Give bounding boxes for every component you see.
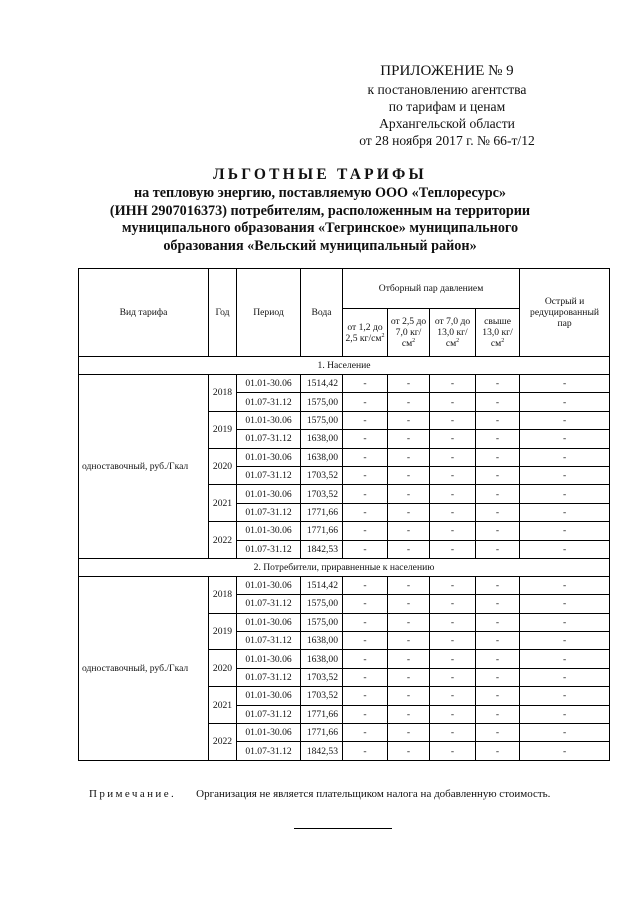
year-cell: 2022 bbox=[209, 724, 237, 761]
steam-cell: - bbox=[430, 411, 476, 429]
sharp-steam-cell: - bbox=[520, 687, 610, 705]
steam-cell: - bbox=[388, 466, 430, 484]
header-kind: Вид тарифа bbox=[79, 269, 209, 357]
tariff-kind-cell: одноставочный, руб./Гкал bbox=[79, 375, 209, 559]
year-cell: 2021 bbox=[209, 485, 237, 522]
period-cell: 01.07-31.12 bbox=[237, 540, 301, 558]
steam-cell: - bbox=[388, 540, 430, 558]
period-cell: 01.01-30.06 bbox=[237, 448, 301, 466]
header-water: Вода bbox=[301, 269, 343, 357]
water-tariff-cell: 1771,66 bbox=[301, 503, 343, 521]
steam-cell: - bbox=[430, 522, 476, 540]
steam-cell: - bbox=[430, 687, 476, 705]
steam-cell: - bbox=[343, 411, 388, 429]
header-steam-1 bbox=[343, 309, 388, 357]
steam-cell: - bbox=[476, 705, 520, 723]
sharp-steam-cell: - bbox=[520, 448, 610, 466]
water-tariff-cell: 1842,53 bbox=[301, 540, 343, 558]
steam-cell: - bbox=[343, 724, 388, 742]
closing-line bbox=[294, 828, 392, 829]
period-cell: 01.07-31.12 bbox=[237, 595, 301, 613]
steam-cell: - bbox=[343, 742, 388, 760]
water-tariff-cell: 1703,52 bbox=[301, 687, 343, 705]
document-title-main: ЛЬГОТНЫЕ ТАРИФЫ bbox=[213, 166, 427, 183]
steam-cell: - bbox=[430, 742, 476, 760]
steam-cell: - bbox=[388, 613, 430, 631]
table-row bbox=[79, 375, 610, 393]
header-steam-1-text: от 1,2 до 2,5 кг/см bbox=[345, 321, 383, 344]
water-tariff-cell: 1771,66 bbox=[301, 705, 343, 723]
water-tariff-cell: 1575,00 bbox=[301, 393, 343, 411]
water-tariff-cell: 1575,00 bbox=[301, 613, 343, 631]
steam-cell: - bbox=[388, 595, 430, 613]
steam-cell: - bbox=[430, 705, 476, 723]
steam-cell: - bbox=[343, 668, 388, 686]
year-cell: 2020 bbox=[209, 650, 237, 687]
tariff-table bbox=[78, 268, 610, 761]
water-tariff-cell: 1514,42 bbox=[301, 576, 343, 594]
steam-cell: - bbox=[388, 522, 430, 540]
steam-cell: - bbox=[343, 705, 388, 723]
steam-cell: - bbox=[430, 503, 476, 521]
steam-cell: - bbox=[388, 668, 430, 686]
steam-cell: - bbox=[343, 650, 388, 668]
steam-cell: - bbox=[430, 485, 476, 503]
table-row bbox=[79, 576, 610, 594]
steam-cell: - bbox=[388, 724, 430, 742]
water-tariff-cell: 1703,52 bbox=[301, 466, 343, 484]
steam-cell: - bbox=[476, 430, 520, 448]
superscript: 2 bbox=[501, 337, 505, 344]
document-title-line: муниципального образования «Тегринское» муниципального bbox=[121, 220, 519, 236]
water-tariff-cell: 1638,00 bbox=[301, 448, 343, 466]
header-year: Год bbox=[209, 269, 237, 357]
sharp-steam-cell: - bbox=[520, 393, 610, 411]
steam-cell: - bbox=[388, 687, 430, 705]
sharp-steam-cell: - bbox=[520, 522, 610, 540]
steam-cell: - bbox=[476, 576, 520, 594]
year-cell: 2020 bbox=[209, 448, 237, 485]
steam-cell: - bbox=[343, 448, 388, 466]
sharp-steam-cell: - bbox=[520, 485, 610, 503]
header-steam-4-text: свыше 13,0 кг/см bbox=[482, 316, 513, 349]
steam-cell: - bbox=[476, 393, 520, 411]
header-steam-3 bbox=[430, 309, 476, 357]
sharp-steam-cell: - bbox=[520, 375, 610, 393]
sharp-steam-cell: - bbox=[520, 595, 610, 613]
sharp-steam-cell: - bbox=[520, 540, 610, 558]
period-cell: 01.07-31.12 bbox=[237, 705, 301, 723]
steam-cell: - bbox=[388, 503, 430, 521]
water-tariff-cell: 1638,00 bbox=[301, 430, 343, 448]
header-steam-2 bbox=[388, 309, 430, 357]
period-cell: 01.07-31.12 bbox=[237, 393, 301, 411]
water-tariff-cell: 1638,00 bbox=[301, 632, 343, 650]
steam-cell: - bbox=[343, 595, 388, 613]
steam-cell: - bbox=[388, 375, 430, 393]
period-cell: 01.07-31.12 bbox=[237, 430, 301, 448]
note bbox=[89, 788, 609, 800]
period-cell: 01.01-30.06 bbox=[237, 375, 301, 393]
period-cell: 01.01-30.06 bbox=[237, 485, 301, 503]
steam-cell: - bbox=[430, 430, 476, 448]
document-title-line: образования «Вельский муниципальный район» bbox=[163, 237, 477, 254]
water-tariff-cell: 1703,52 bbox=[301, 485, 343, 503]
steam-cell: - bbox=[343, 613, 388, 631]
steam-cell: - bbox=[476, 411, 520, 429]
steam-cell: - bbox=[343, 522, 388, 540]
steam-cell: - bbox=[388, 448, 430, 466]
steam-cell: - bbox=[476, 632, 520, 650]
steam-cell: - bbox=[476, 448, 520, 466]
period-cell: 01.01-30.06 bbox=[237, 687, 301, 705]
header-sharp-steam: Острый и редуцированный пар bbox=[520, 269, 610, 357]
sharp-steam-cell: - bbox=[520, 466, 610, 484]
superscript: 2 bbox=[456, 337, 460, 344]
steam-cell: - bbox=[476, 724, 520, 742]
sharp-steam-cell: - bbox=[520, 503, 610, 521]
steam-cell: - bbox=[343, 393, 388, 411]
steam-cell: - bbox=[388, 485, 430, 503]
steam-cell: - bbox=[388, 742, 430, 760]
steam-cell: - bbox=[343, 576, 388, 594]
year-cell: 2022 bbox=[209, 522, 237, 559]
year-cell: 2021 bbox=[209, 687, 237, 724]
water-tariff-cell: 1703,52 bbox=[301, 668, 343, 686]
steam-cell: - bbox=[343, 466, 388, 484]
section-row bbox=[79, 558, 610, 576]
year-cell: 2018 bbox=[209, 375, 237, 412]
period-cell: 01.07-31.12 bbox=[237, 668, 301, 686]
tariff-kind-cell: одноставочный, руб./Гкал bbox=[79, 576, 209, 760]
steam-cell: - bbox=[388, 576, 430, 594]
header-steam-2-text: от 2,5 до 7,0 кг/см bbox=[390, 316, 427, 349]
steam-cell: - bbox=[430, 595, 476, 613]
superscript: 2 bbox=[381, 332, 385, 339]
steam-cell: - bbox=[476, 650, 520, 668]
document-title-line: (ИНН 2907016373) потребителям, расположенным на территории bbox=[109, 202, 531, 219]
document-title-line: на тепловую энергию, поставляемую ООО «Теплоресурс» bbox=[133, 185, 507, 201]
steam-cell: - bbox=[343, 430, 388, 448]
steam-cell: - bbox=[343, 540, 388, 558]
steam-cell: - bbox=[388, 705, 430, 723]
steam-cell: - bbox=[476, 613, 520, 631]
section-title: 1. Население bbox=[79, 357, 610, 375]
steam-cell: - bbox=[343, 375, 388, 393]
sharp-steam-cell: - bbox=[520, 705, 610, 723]
period-cell: 01.07-31.12 bbox=[237, 503, 301, 521]
period-cell: 01.01-30.06 bbox=[237, 522, 301, 540]
steam-cell: - bbox=[388, 411, 430, 429]
sharp-steam-cell: - bbox=[520, 668, 610, 686]
water-tariff-cell: 1638,00 bbox=[301, 650, 343, 668]
water-tariff-cell: 1575,00 bbox=[301, 411, 343, 429]
appendix-line: по тарифам и ценам bbox=[388, 99, 506, 114]
steam-cell: - bbox=[476, 668, 520, 686]
steam-cell: - bbox=[476, 595, 520, 613]
water-tariff-cell: 1514,42 bbox=[301, 375, 343, 393]
steam-cell: - bbox=[388, 430, 430, 448]
year-cell: 2019 bbox=[209, 411, 237, 448]
water-tariff-cell: 1842,53 bbox=[301, 742, 343, 760]
steam-cell: - bbox=[430, 724, 476, 742]
year-cell: 2018 bbox=[209, 576, 237, 613]
steam-cell: - bbox=[476, 522, 520, 540]
steam-cell: - bbox=[476, 466, 520, 484]
note-text: Организация не является плательщиком налога на добавленную стоимость. bbox=[196, 788, 551, 800]
sharp-steam-cell: - bbox=[520, 742, 610, 760]
appendix-line: от 28 ноября 2017 г. № 66-т/12 bbox=[359, 133, 535, 148]
period-cell: 01.01-30.06 bbox=[237, 613, 301, 631]
sharp-steam-cell: - bbox=[520, 613, 610, 631]
steam-cell: - bbox=[430, 576, 476, 594]
steam-cell: - bbox=[476, 687, 520, 705]
section-title: 2. Потребители, приравненные к населению bbox=[79, 558, 610, 576]
sharp-steam-cell: - bbox=[520, 576, 610, 594]
water-tariff-cell: 1575,00 bbox=[301, 595, 343, 613]
document-title bbox=[0, 165, 640, 255]
period-cell: 01.01-30.06 bbox=[237, 576, 301, 594]
steam-cell: - bbox=[388, 650, 430, 668]
sharp-steam-cell: - bbox=[520, 430, 610, 448]
tariff-table-body bbox=[79, 357, 610, 761]
header-period: Период bbox=[237, 269, 301, 357]
steam-cell: - bbox=[343, 632, 388, 650]
period-cell: 01.01-30.06 bbox=[237, 411, 301, 429]
appendix-line: к постановлению агентства bbox=[367, 82, 527, 97]
period-cell: 01.07-31.12 bbox=[237, 742, 301, 760]
water-tariff-cell: 1771,66 bbox=[301, 522, 343, 540]
sharp-steam-cell: - bbox=[520, 650, 610, 668]
sharp-steam-cell: - bbox=[520, 724, 610, 742]
steam-cell: - bbox=[476, 742, 520, 760]
appendix-title: ПРИЛОЖЕНИЕ № 9 bbox=[380, 63, 514, 79]
section-row bbox=[79, 357, 610, 375]
steam-cell: - bbox=[388, 632, 430, 650]
period-cell: 01.07-31.12 bbox=[237, 466, 301, 484]
sharp-steam-cell: - bbox=[520, 632, 610, 650]
steam-cell: - bbox=[343, 485, 388, 503]
period-cell: 01.01-30.06 bbox=[237, 650, 301, 668]
appendix-header bbox=[332, 63, 562, 149]
steam-cell: - bbox=[476, 503, 520, 521]
steam-cell: - bbox=[430, 613, 476, 631]
note-label: Примечание. bbox=[89, 788, 177, 800]
steam-cell: - bbox=[430, 448, 476, 466]
steam-cell: - bbox=[343, 687, 388, 705]
steam-cell: - bbox=[430, 632, 476, 650]
steam-cell: - bbox=[430, 650, 476, 668]
steam-cell: - bbox=[476, 540, 520, 558]
appendix-line: Архангельской области bbox=[379, 116, 515, 131]
sharp-steam-cell: - bbox=[520, 411, 610, 429]
year-cell: 2019 bbox=[209, 613, 237, 650]
steam-cell: - bbox=[343, 503, 388, 521]
header-steam-4 bbox=[476, 309, 520, 357]
steam-cell: - bbox=[430, 375, 476, 393]
steam-cell: - bbox=[476, 375, 520, 393]
steam-cell: - bbox=[388, 393, 430, 411]
steam-cell: - bbox=[430, 540, 476, 558]
water-tariff-cell: 1771,66 bbox=[301, 724, 343, 742]
period-cell: 01.07-31.12 bbox=[237, 632, 301, 650]
period-cell: 01.01-30.06 bbox=[237, 724, 301, 742]
steam-cell: - bbox=[476, 485, 520, 503]
steam-cell: - bbox=[430, 668, 476, 686]
steam-cell: - bbox=[430, 466, 476, 484]
header-steam-group: Отборный пар давлением bbox=[343, 269, 520, 309]
superscript: 2 bbox=[412, 337, 416, 344]
steam-cell: - bbox=[430, 393, 476, 411]
header-steam-3-text: от 7,0 до 13,0 кг/см bbox=[434, 316, 471, 349]
